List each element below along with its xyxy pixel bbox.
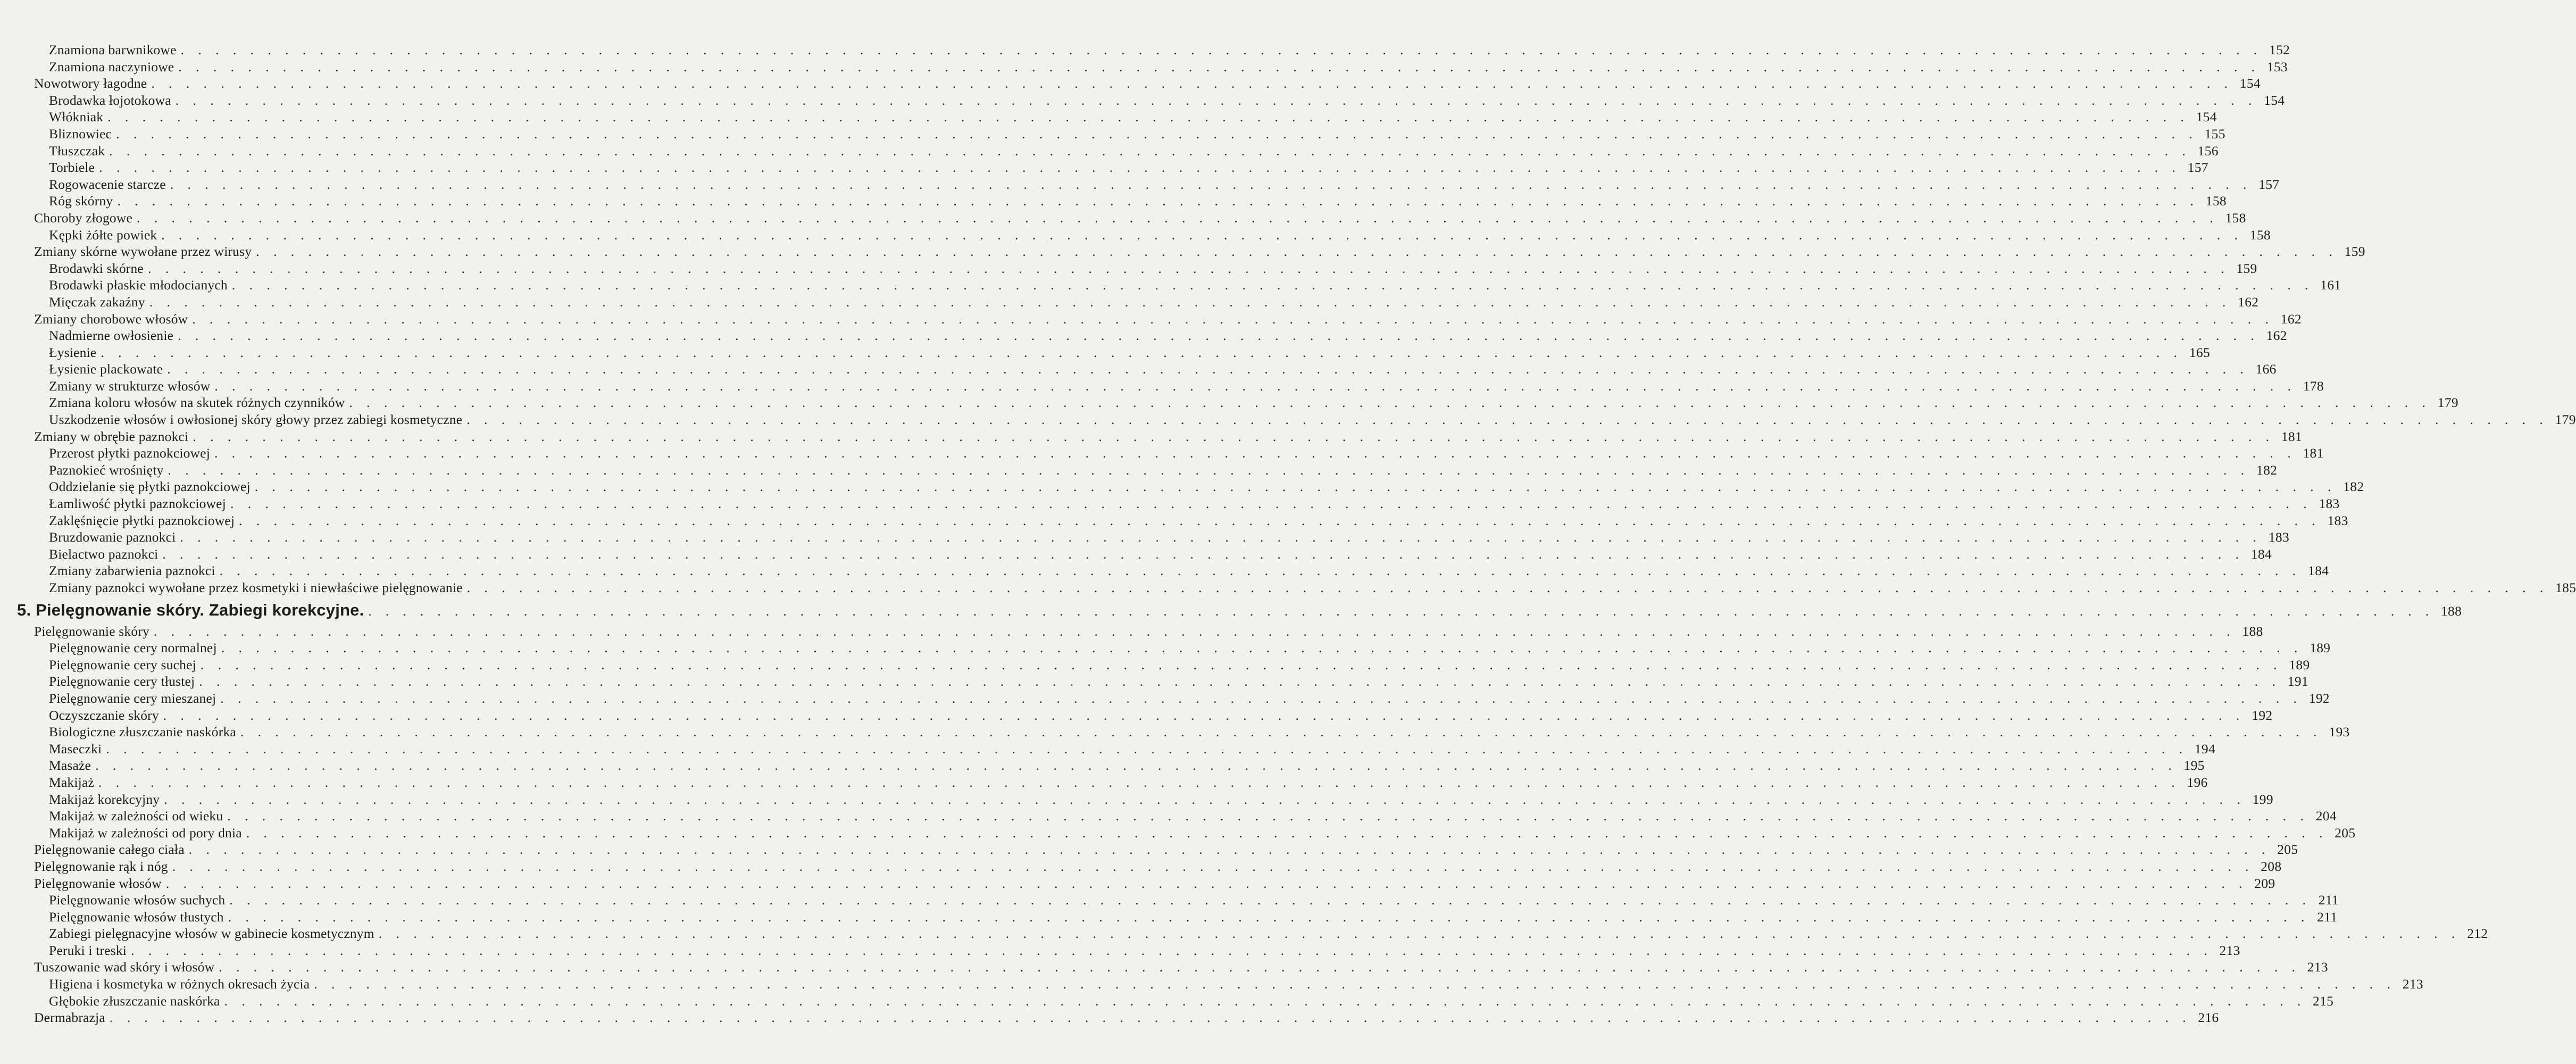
- dot-leader: . . . . . . . . . . . . . . . . . . . . . . . . . . . . . . . . . . . . . . . . . . . . . . . . . . . . . . . . . . . . . . . . . . . . . . . . . . . . . . . . . . . . . . . . . . . . . . . . . . . . . . . . . . . . . . . . . . . . . . . .: [168, 462, 2250, 478]
- toc-entry-title: Zmiany paznokci wywołane przez kosmetyki i niewłaściwe pielęgnowanie: [49, 580, 463, 595]
- toc-entry-page-number: 165: [2189, 344, 2211, 360]
- toc-entry-page-number: 184: [2250, 546, 2272, 562]
- toc-entry-title: Zaklęśnięcie płytki paznokciowej: [49, 512, 235, 528]
- chapter-title: 5. Pielęgnowanie skóry. Zabiegi korekcyjne.: [17, 600, 364, 619]
- dot-leader: . . . . . . . . . . . . . . . . . . . . . . . . . . . . . . . . . . . . . . . . . . . . . . . . . . . . . . . . . . . . . . . . . . . . . . . . . . . . . . . . . . . . . . . . . . . . . . . . . . . . . . . . . . . . . . . . . . . . . . . .: [466, 580, 2549, 595]
- toc-entry-page-number: 162: [2266, 328, 2287, 344]
- toc-entry-page-number: 193: [2329, 724, 2350, 740]
- toc-entry-title: Maseczki: [49, 741, 102, 757]
- dot-leader: . . . . . . . . . . . . . . . . . . . . . . . . . . . . . . . . . . . . . . . . . . . . . . . . . . . . . . . . . . . . . . . . . . . . . . . . . . . . . . . . . . . . . . . . . . . . . . . . . . . . . . . . . . . . . . . . . . . . . . . .: [149, 294, 2231, 310]
- toc-entry-title: Zmiany zabarwienia paznokci: [49, 563, 215, 579]
- dot-leader: . . . . . . . . . . . . . . . . . . . . . . . . . . . . . . . . . . . . . . . . . . . . . . . . . . . . . . . . . . . . . . . . . . . . . . . . . . . . . . . . . . . . . . . . . . . . . . . . . . . . . . . . . . . . . . . . . . . . . . . .: [368, 604, 2435, 619]
- toc-entry-page-number: 204: [2315, 808, 2337, 824]
- toc-entry-title: Łysienie plackowate: [49, 361, 163, 377]
- toc-entry-page-number: 209: [2254, 875, 2275, 891]
- toc-entry-title: Bielactwo paznokci: [49, 546, 159, 562]
- toc-entry-title: Oddzielanie się płytki paznokciowej: [49, 479, 251, 495]
- toc-entry-title: Zmiany chorobowe włosów: [34, 311, 188, 327]
- toc-entry-title: Peruki i treski: [49, 942, 127, 958]
- toc-entry-page-number: 189: [2310, 640, 2331, 656]
- toc-entry-title: Pielęgnowanie cery normalnej: [49, 640, 217, 656]
- dot-leader: . . . . . . . . . . . . . . . . . . . . . . . . . . . . . . . . . . . . . . . . . . . . . . . . . . . . . . . . . . . . . . . . . . . . . . . . . . . . . . . . . . . . . . . . . . . . . . . . . . . . . . . . . . . . . . . . . . . . . . . .: [180, 529, 2262, 545]
- toc-entry: [32, 176, 2280, 193]
- toc-entry-page-number: 178: [2303, 378, 2324, 394]
- toc-entry-page-number: 194: [2194, 741, 2215, 757]
- dot-leader: . . . . . . . . . . . . . . . . . . . . . . . . . . . . . . . . . . . . . . . . . . . . . . . . . . . . . . . . . . . . . . . . . . . . . . . . . . . . . . . . . . . . . . . . . . . . . . . . . . . . . . . . . . . . . . . . . . . . . . . .: [200, 656, 2282, 672]
- dot-leader: . . . . . . . . . . . . . . . . . . . . . . . . . . . . . . . . . . . . . . . . . . . . . . . . . . . . . . . . . . . . . . . . . . . . . . . . . . . . . . . . . . . . . . . . . . . . . . . . . . . . . . . . . . . . . . . . . . . . . . . .: [99, 160, 2181, 176]
- toc-entry-page-number: 179: [2555, 412, 2576, 428]
- toc-entry: [32, 623, 2263, 640]
- toc-entry-page-number: 157: [2187, 160, 2208, 176]
- chapter-heading: [17, 599, 2462, 623]
- toc-entry: [32, 639, 2331, 656]
- toc-entry-title: Przerost płytki paznokciowej: [49, 445, 211, 461]
- toc-entry: [32, 495, 2340, 512]
- toc-entry: [32, 243, 2365, 260]
- toc-entry: [32, 707, 2273, 724]
- toc-entry-title: Paznokieć wrośnięty: [49, 462, 164, 478]
- dot-leader: . . . . . . . . . . . . . . . . . . . . . . . . . . . . . . . . . . . . . . . . . . . . . . . . . . . . . . . . . . . . . . . . . . . . . . . . . . . . . . . . . . . . . . . . . . . . . . . . . . . . . . . . . . . . . . . . . . . . . . . .: [314, 976, 2396, 992]
- toc-entry: [32, 656, 2310, 674]
- toc-entry: [32, 277, 2341, 294]
- dot-leader: . . . . . . . . . . . . . . . . . . . . . . . . . . . . . . . . . . . . . . . . . . . . . . . . . . . . . . . . . . . . . . . . . . . . . . . . . . . . . . . . . . . . . . . . . . . . . . . . . . . . . . . . . . . . . . . . . . . . . . . .: [137, 210, 2219, 226]
- toc-entry-page-number: 182: [2343, 479, 2364, 495]
- toc-entry-page-number: 152: [2269, 42, 2290, 57]
- toc-entry-title: Brodawki skórne: [49, 260, 144, 276]
- dot-leader: . . . . . . . . . . . . . . . . . . . . . . . . . . . . . . . . . . . . . . . . . . . . . . . . . . . . . . . . . . . . . . . . . . . . . . . . . . . . . . . . . . . . . . . . . . . . . . . . . . . . . . . . . . . . . . . . . . . . . . . .: [131, 942, 2213, 958]
- toc-entry-title: Choroby złogowe: [34, 210, 133, 226]
- toc-entry-page-number: 196: [2187, 774, 2208, 790]
- toc-entry: [32, 394, 2458, 411]
- dot-leader: . . . . . . . . . . . . . . . . . . . . . . . . . . . . . . . . . . . . . . . . . . . . . . . . . . . . . . . . . . . . . . . . . . . . . . . . . . . . . . . . . . . . . . . . . . . . . . . . . . . . . . . . . . . . . . . . . . . . . . . .: [199, 674, 2281, 689]
- toc-entry-title: Masaże: [49, 758, 91, 774]
- toc-entry-title: Znamiona naczyniowe: [49, 59, 174, 74]
- toc-entry-title: Tłuszczak: [49, 143, 105, 159]
- dot-leader: . . . . . . . . . . . . . . . . . . . . . . . . . . . . . . . . . . . . . . . . . . . . . . . . . . . . . . . . . . . . . . . . . . . . . . . . . . . . . . . . . . . . . . . . . . . . . . . . . . . . . . . . . . . . . . . . . . . . . . . .: [178, 328, 2260, 344]
- toc-entry-page-number: 181: [2303, 445, 2324, 461]
- dot-leader: . . . . . . . . . . . . . . . . . . . . . . . . . . . . . . . . . . . . . . . . . . . . . . . . . . . . . . . . . . . . . . . . . . . . . . . . . . . . . . . . . . . . . . . . . . . . . . . . . . . . . . . . . . . . . . . . . . . . . . . .: [98, 774, 2180, 790]
- toc-entry-page-number: 192: [2252, 707, 2273, 723]
- toc-entry-page-number: 153: [2266, 59, 2288, 74]
- toc-entry-page-number: 205: [2277, 842, 2298, 858]
- toc-entry-title: Dermabrazja: [34, 1010, 105, 1026]
- toc-entry-page-number: 183: [2327, 512, 2348, 528]
- toc-entry: [32, 529, 2289, 546]
- toc-entry: [32, 909, 2338, 926]
- toc-entry-page-number: 159: [2344, 244, 2365, 260]
- dot-leader: . . . . . . . . . . . . . . . . . . . . . . . . . . . . . . . . . . . . . . . . . . . . . . . . . . . . . . . . . . . . . . . . . . . . . . . . . . . . . . . . . . . . . . . . . . . . . . . . . . . . . . . . . . . . . . . . . . . . . . . .: [228, 909, 2310, 925]
- toc-entry: [32, 825, 2356, 842]
- dot-leader: . . . . . . . . . . . . . . . . . . . . . . . . . . . . . . . . . . . . . . . . . . . . . . . . . . . . . . . . . . . . . . . . . . . . . . . . . . . . . . . . . . . . . . . . . . . . . . . . . . . . . . . . . . . . . . . . . . . . . . . .: [219, 959, 2300, 975]
- dot-leader: . . . . . . . . . . . . . . . . . . . . . . . . . . . . . . . . . . . . . . . . . . . . . . . . . . . . . . . . . . . . . . . . . . . . . . . . . . . . . . . . . . . . . . . . . . . . . . . . . . . . . . . . . . . . . . . . . . . . . . . .: [165, 875, 2248, 891]
- toc-entry-page-number: 199: [2252, 791, 2273, 807]
- toc-entry-title: Pielęgnowanie włosów: [34, 875, 162, 891]
- dot-leader: . . . . . . . . . . . . . . . . . . . . . . . . . . . . . . . . . . . . . . . . . . . . . . . . . . . . . . . . . . . . . . . . . . . . . . . . . . . . . . . . . . . . . . . . . . . . . . . . . . . . . . . . . . . . . . . . . . . . . . . .: [240, 724, 2322, 740]
- toc-entry: [32, 227, 2271, 244]
- toc-entry-page-number: 161: [2320, 277, 2341, 293]
- toc-entry-page-number: 192: [2308, 690, 2330, 706]
- toc-entry-page-number: 162: [2238, 294, 2259, 310]
- toc-entry: [32, 210, 2246, 227]
- toc-entry: [32, 512, 2348, 529]
- toc-entry-page-number: 154: [2264, 92, 2285, 108]
- toc-entry: [32, 579, 2576, 596]
- toc-entry-title: Zabiegi pielęgnacyjne włosów w gabinecie kosmetycznym: [49, 926, 374, 942]
- toc-entry-page-number: 211: [2317, 909, 2338, 925]
- toc-entry-page-number: 212: [2467, 926, 2488, 942]
- toc-entry: [32, 428, 2302, 445]
- dot-leader: . . . . . . . . . . . . . . . . . . . . . . . . . . . . . . . . . . . . . . . . . . . . . . . . . . . . . . . . . . . . . . . . . . . . . . . . . . . . . . . . . . . . . . . . . . . . . . . . . . . . . . . . . . . . . . . . . . . . . . . .: [109, 1010, 2191, 1026]
- dot-leader: . . . . . . . . . . . . . . . . . . . . . . . . . . . . . . . . . . . . . . . . . . . . . . . . . . . . . . . . . . . . . . . . . . . . . . . . . . . . . . . . . . . . . . . . . . . . . . . . . . . . . . . . . . . . . . . . . . . . . . . .: [227, 808, 2309, 824]
- toc-entry: [32, 724, 2350, 741]
- toc-entry: [32, 841, 2298, 858]
- dot-leader: . . . . . . . . . . . . . . . . . . . . . . . . . . . . . . . . . . . . . . . . . . . . . . . . . . . . . . . . . . . . . . . . . . . . . . . . . . . . . . . . . . . . . . . . . . . . . . . . . . . . . . . . . . . . . . . . . . . . . . . .: [188, 842, 2271, 858]
- toc-entry-page-number: 195: [2183, 758, 2205, 774]
- toc-entry-title: Torbiele: [49, 160, 95, 176]
- toc-entry: [32, 109, 2217, 126]
- toc-entry-page-number: 205: [2335, 825, 2356, 841]
- toc-entry-title: Pielęgnowanie włosów tłustych: [49, 909, 224, 925]
- toc-entry: [32, 143, 2219, 160]
- toc-entry: [32, 690, 2330, 707]
- dot-leader: . . . . . . . . . . . . . . . . . . . . . . . . . . . . . . . . . . . . . . . . . . . . . . . . . . . . . . . . . . . . . . . . . . . . . . . . . . . . . . . . . . . . . . . . . . . . . . . . . . . . . . . . . . . . . . . . . . . . . . . .: [109, 143, 2191, 159]
- toc-entry-title: Zmiana koloru włosów na skutek różnych czynników: [49, 395, 345, 411]
- toc-entry-title: Łysienie: [49, 344, 97, 360]
- dot-leader: . . . . . . . . . . . . . . . . . . . . . . . . . . . . . . . . . . . . . . . . . . . . . . . . . . . . . . . . . . . . . . . . . . . . . . . . . . . . . . . . . . . . . . . . . . . . . . . . . . . . . . . . . . . . . . . . . . . . . . . .: [219, 563, 2302, 579]
- toc-entry-title: Makijaż w zależności od wieku: [49, 808, 223, 824]
- dot-leader: . . . . . . . . . . . . . . . . . . . . . . . . . . . . . . . . . . . . . . . . . . . . . . . . . . . . . . . . . . . . . . . . . . . . . . . . . . . . . . . . . . . . . . . . . . . . . . . . . . . . . . . . . . . . . . . . . . . . . . . .: [147, 260, 2230, 276]
- dot-leader: . . . . . . . . . . . . . . . . . . . . . . . . . . . . . . . . . . . . . . . . . . . . . . . . . . . . . . . . . . . . . . . . . . . . . . . . . . . . . . . . . . . . . . . . . . . . . . . . . . . . . . . . . . . . . . . . . . . . . . . .: [230, 496, 2312, 512]
- toc-entry-title: Higiena i kosmetyka w różnych okresach życia: [49, 976, 310, 992]
- toc-entry-title: Pielęgnowanie cery mieszanej: [49, 690, 216, 706]
- dot-leader: . . . . . . . . . . . . . . . . . . . . . . . . . . . . . . . . . . . . . . . . . . . . . . . . . . . . . . . . . . . . . . . . . . . . . . . . . . . . . . . . . . . . . . . . . . . . . . . . . . . . . . . . . . . . . . . . . . . . . . . .: [221, 640, 2303, 656]
- toc-entry-page-number: 182: [2256, 462, 2278, 478]
- table-of-contents: [17, 41, 2576, 1026]
- dot-leader: . . . . . . . . . . . . . . . . . . . . . . . . . . . . . . . . . . . . . . . . . . . . . . . . . . . . . . . . . . . . . . . . . . . . . . . . . . . . . . . . . . . . . . . . . . . . . . . . . . . . . . . . . . . . . . . . . . . . . . . .: [106, 741, 2188, 757]
- toc-entry: [32, 757, 2205, 774]
- toc-entry: [32, 959, 2328, 976]
- toc-entry: [32, 562, 2329, 579]
- toc-entry-page-number: 216: [2198, 1010, 2219, 1026]
- toc-entry-title: Kępki żółte powiek: [49, 227, 157, 243]
- toc-entry-title: Zmiany w obrębie paznokci: [34, 428, 189, 444]
- dot-leader: . . . . . . . . . . . . . . . . . . . . . . . . . . . . . . . . . . . . . . . . . . . . . . . . . . . . . . . . . . . . . . . . . . . . . . . . . . . . . . . . . . . . . . . . . . . . . . . . . . . . . . . . . . . . . . . . . . . . . . . .: [162, 546, 2245, 562]
- toc-entry-page-number: 181: [2281, 428, 2302, 444]
- dot-leader: . . . . . . . . . . . . . . . . . . . . . . . . . . . . . . . . . . . . . . . . . . . . . . . . . . . . . . . . . . . . . . . . . . . . . . . . . . . . . . . . . . . . . . . . . . . . . . . . . . . . . . . . . . . . . . . . . . . . . . . .: [163, 707, 2245, 723]
- toc-entry-page-number: 157: [2258, 176, 2280, 192]
- toc-entry-title: Brodawka łojotokowa: [49, 92, 171, 108]
- toc-entry-title: Pielęgnowanie całego ciała: [34, 842, 185, 858]
- dot-leader: . . . . . . . . . . . . . . . . . . . . . . . . . . . . . . . . . . . . . . . . . . . . . . . . . . . . . . . . . . . . . . . . . . . . . . . . . . . . . . . . . . . . . . . . . . . . . . . . . . . . . . . . . . . . . . . . . . . . . . . .: [466, 412, 2548, 428]
- toc-entry: [32, 344, 2211, 361]
- dot-leader: . . . . . . . . . . . . . . . . . . . . . . . . . . . . . . . . . . . . . . . . . . . . . . . . . . . . . . . . . . . . . . . . . . . . . . . . . . . . . . . . . . . . . . . . . . . . . . . . . . . . . . . . . . . . . . . . . . . . . . . .: [178, 59, 2260, 74]
- toc-entry-page-number: 213: [2307, 959, 2328, 975]
- toc-entry: [32, 462, 2278, 479]
- toc-entry-title: Zmiany skórne wywołane przez wirusy: [34, 244, 252, 260]
- toc-entry-title: Brodawki płaskie młodocianych: [49, 277, 228, 293]
- toc-entry: [32, 791, 2273, 808]
- toc-entry-title: Pielęgnowanie włosów suchych: [49, 892, 226, 908]
- toc-entry-page-number: 154: [2239, 76, 2261, 92]
- toc-entry: [32, 41, 2290, 59]
- dot-leader: . . . . . . . . . . . . . . . . . . . . . . . . . . . . . . . . . . . . . . . . . . . . . . . . . . . . . . . . . . . . . . . . . . . . . . . . . . . . . . . . . . . . . . . . . . . . . . . . . . . . . . . . . . . . . . . . . . . . . . . .: [192, 311, 2274, 327]
- dot-leader: . . . . . . . . . . . . . . . . . . . . . . . . . . . . . . . . . . . . . . . . . . . . . . . . . . . . . . . . . . . . . . . . . . . . . . . . . . . . . . . . . . . . . . . . . . . . . . . . . . . . . . . . . . . . . . . . . . . . . . . .: [246, 825, 2328, 841]
- toc-entry: [32, 942, 2240, 959]
- toc-entry-page-number: 213: [2402, 976, 2423, 992]
- toc-entry: [32, 1009, 2219, 1026]
- dot-leader: . . . . . . . . . . . . . . . . . . . . . . . . . . . . . . . . . . . . . . . . . . . . . . . . . . . . . . . . . . . . . . . . . . . . . . . . . . . . . . . . . . . . . . . . . . . . . . . . . . . . . . . . . . . . . . . . . . . . . . . .: [224, 993, 2306, 1009]
- toc-entry: [32, 193, 2227, 210]
- dot-leader: . . . . . . . . . . . . . . . . . . . . . . . . . . . . . . . . . . . . . . . . . . . . . . . . . . . . . . . . . . . . . . . . . . . . . . . . . . . . . . . . . . . . . . . . . . . . . . . . . . . . . . . . . . . . . . . . . . . . . . . .: [170, 176, 2252, 192]
- toc-entry-page-number: 166: [2255, 361, 2277, 377]
- dot-leader: . . . . . . . . . . . . . . . . . . . . . . . . . . . . . . . . . . . . . . . . . . . . . . . . . . . . . . . . . . . . . . . . . . . . . . . . . . . . . . . . . . . . . . . . . . . . . . . . . . . . . . . . . . . . . . . . . . . . . . . .: [164, 791, 2246, 807]
- dot-leader: . . . . . . . . . . . . . . . . . . . . . . . . . . . . . . . . . . . . . . . . . . . . . . . . . . . . . . . . . . . . . . . . . . . . . . . . . . . . . . . . . . . . . . . . . . . . . . . . . . . . . . . . . . . . . . . . . . . . . . . .: [193, 428, 2274, 444]
- toc-entry-title: Nowotwory łagodne: [34, 76, 147, 92]
- toc-entry-page-number: 158: [2249, 227, 2271, 243]
- dot-leader: . . . . . . . . . . . . . . . . . . . . . . . . . . . . . . . . . . . . . . . . . . . . . . . . . . . . . . . . . . . . . . . . . . . . . . . . . . . . . . . . . . . . . . . . . . . . . . . . . . . . . . . . . . . . . . . . . . . . . . . .: [107, 109, 2189, 125]
- toc-entry: [32, 327, 2287, 344]
- toc-entry-title: Głębokie złuszczanie naskórka: [49, 993, 220, 1009]
- dot-leader: . . . . . . . . . . . . . . . . . . . . . . . . . . . . . . . . . . . . . . . . . . . . . . . . . . . . . . . . . . . . . . . . . . . . . . . . . . . . . . . . . . . . . . . . . . . . . . . . . . . . . . . . . . . . . . . . . . . . . . . .: [95, 758, 2177, 774]
- dot-leader: . . . . . . . . . . . . . . . . . . . . . . . . . . . . . . . . . . . . . . . . . . . . . . . . . . . . . . . . . . . . . . . . . . . . . . . . . . . . . . . . . . . . . . . . . . . . . . . . . . . . . . . . . . . . . . . . . . . . . . . .: [239, 512, 2321, 528]
- toc-entry-title: Włókniak: [49, 109, 104, 125]
- toc-entry-title: Znamiona barwnikowe: [49, 42, 177, 57]
- toc-entry: [32, 976, 2423, 993]
- toc-entry-title: Nadmierne owłosienie: [49, 328, 174, 344]
- toc-entry: [32, 546, 2272, 563]
- toc-entry: [32, 75, 2261, 92]
- toc-entry-title: Uszkodzenie włosów i owłosionej skóry głowy przez zabiegi kosmetyczne: [49, 412, 463, 428]
- dot-leader: . . . . . . . . . . . . . . . . . . . . . . . . . . . . . . . . . . . . . . . . . . . . . . . . . . . . . . . . . . . . . . . . . . . . . . . . . . . . . . . . . . . . . . . . . . . . . . . . . . . . . . . . . . . . . . . . . . . . . . . .: [231, 277, 2314, 293]
- toc-entry-title: Łamliwość płytki paznokciowej: [49, 496, 226, 512]
- dot-leader: . . . . . . . . . . . . . . . . . . . . . . . . . . . . . . . . . . . . . . . . . . . . . . . . . . . . . . . . . . . . . . . . . . . . . . . . . . . . . . . . . . . . . . . . . . . . . . . . . . . . . . . . . . . . . . . . . . . . . . . .: [256, 244, 2338, 260]
- dot-leader: . . . . . . . . . . . . . . . . . . . . . . . . . . . . . . . . . . . . . . . . . . . . . . . . . . . . . . . . . . . . . . . . . . . . . . . . . . . . . . . . . . . . . . . . . . . . . . . . . . . . . . . . . . . . . . . . . . . . . . . .: [214, 445, 2296, 461]
- toc-entry-page-number: 211: [2318, 892, 2339, 908]
- dot-leader: . . . . . . . . . . . . . . . . . . . . . . . . . . . . . . . . . . . . . . . . . . . . . . . . . . . . . . . . . . . . . . . . . . . . . . . . . . . . . . . . . . . . . . . . . . . . . . . . . . . . . . . . . . . . . . . . . . . . . . . .: [220, 690, 2302, 706]
- toc-entry-page-number: 156: [2197, 143, 2219, 159]
- toc-entry: [32, 925, 2488, 942]
- toc-entry-title: Makijaż: [49, 774, 94, 790]
- toc-entry: [32, 478, 2364, 495]
- toc-entry: [32, 875, 2275, 892]
- toc-entry: [32, 92, 2285, 109]
- toc-entry-title: Rogowacenie starcze: [49, 176, 166, 192]
- toc-entry-title: Róg skórny: [49, 193, 113, 209]
- toc-entry-title: Pielęgnowanie skóry: [34, 623, 149, 639]
- toc-entry: [32, 993, 2334, 1010]
- dot-leader: . . . . . . . . . . . . . . . . . . . . . . . . . . . . . . . . . . . . . . . . . . . . . . . . . . . . . . . . . . . . . . . . . . . . . . . . . . . . . . . . . . . . . . . . . . . . . . . . . . . . . . . . . . . . . . . . . . . . . . . .: [175, 92, 2257, 108]
- toc-entry-page-number: 208: [2261, 858, 2282, 874]
- dot-leader: . . . . . . . . . . . . . . . . . . . . . . . . . . . . . . . . . . . . . . . . . . . . . . . . . . . . . . . . . . . . . . . . . . . . . . . . . . . . . . . . . . . . . . . . . . . . . . . . . . . . . . . . . . . . . . . . . . . . . . . .: [167, 361, 2249, 377]
- toc-entry-page-number: 159: [2236, 260, 2257, 276]
- toc-entry-page-number: 158: [2225, 210, 2246, 226]
- toc-entry-title: Pielęgnowanie cery suchej: [49, 656, 196, 672]
- toc-entry-title: Pielęgnowanie cery tłustej: [49, 674, 195, 689]
- toc-entry: [32, 311, 2302, 328]
- toc-entry: [32, 411, 2576, 428]
- dot-leader: . . . . . . . . . . . . . . . . . . . . . . . . . . . . . . . . . . . . . . . . . . . . . . . . . . . . . . . . . . . . . . . . . . . . . . . . . . . . . . . . . . . . . . . . . . . . . . . . . . . . . . . . . . . . . . . . . . . . . . . .: [101, 344, 2183, 360]
- toc-entry-title: Biologiczne złuszczanie naskórka: [49, 724, 236, 740]
- toc-entry: [32, 774, 2208, 791]
- toc-entry: [32, 445, 2324, 462]
- toc-entry-page-number: 188: [2242, 623, 2263, 639]
- toc-entry-page-number: 183: [2268, 529, 2289, 545]
- toc-entry: [32, 378, 2324, 395]
- dot-leader: . . . . . . . . . . . . . . . . . . . . . . . . . . . . . . . . . . . . . . . . . . . . . . . . . . . . . . . . . . . . . . . . . . . . . . . . . . . . . . . . . . . . . . . . . . . . . . . . . . . . . . . . . . . . . . . . . . . . . . . .: [229, 892, 2311, 908]
- toc-entry-page-number: 188: [2441, 603, 2462, 619]
- dot-leader: . . . . . . . . . . . . . . . . . . . . . . . . . . . . . . . . . . . . . . . . . . . . . . . . . . . . . . . . . . . . . . . . . . . . . . . . . . . . . . . . . . . . . . . . . . . . . . . . . . . . . . . . . . . . . . . . . . . . . . . .: [254, 479, 2337, 495]
- toc-entry-page-number: 162: [2280, 311, 2302, 327]
- toc-entry-page-number: 155: [2204, 126, 2225, 142]
- toc-entry-page-number: 213: [2219, 942, 2240, 958]
- toc-entry: [32, 808, 2337, 825]
- dot-leader: . . . . . . . . . . . . . . . . . . . . . . . . . . . . . . . . . . . . . . . . . . . . . . . . . . . . . . . . . . . . . . . . . . . . . . . . . . . . . . . . . . . . . . . . . . . . . . . . . . . . . . . . . . . . . . . . . . . . . . . .: [151, 76, 2233, 92]
- toc-entry-title: Oczyszczanie skóry: [49, 707, 159, 723]
- toc-entry-page-number: 179: [2437, 395, 2458, 411]
- toc-entry-page-number: 191: [2287, 674, 2308, 689]
- toc-entry-page-number: 158: [2205, 193, 2227, 209]
- toc-entry-title: Mięczak zakaźny: [49, 294, 145, 310]
- dot-leader: . . . . . . . . . . . . . . . . . . . . . . . . . . . . . . . . . . . . . . . . . . . . . . . . . . . . . . . . . . . . . . . . . . . . . . . . . . . . . . . . . . . . . . . . . . . . . . . . . . . . . . . . . . . . . . . . . . . . . . . .: [116, 126, 2198, 142]
- toc-entry-title: Bruzdowanie paznokci: [49, 529, 176, 545]
- toc-entry: [32, 159, 2208, 176]
- toc-entry: [32, 294, 2259, 311]
- toc-entry-page-number: 183: [2319, 496, 2340, 512]
- dot-leader: . . . . . . . . . . . . . . . . . . . . . . . . . . . . . . . . . . . . . . . . . . . . . . . . . . . . . . . . . . . . . . . . . . . . . . . . . . . . . . . . . . . . . . . . . . . . . . . . . . . . . . . . . . . . . . . . . . . . . . . .: [161, 227, 2243, 243]
- dot-leader: . . . . . . . . . . . . . . . . . . . . . . . . . . . . . . . . . . . . . . . . . . . . . . . . . . . . . . . . . . . . . . . . . . . . . . . . . . . . . . . . . . . . . . . . . . . . . . . . . . . . . . . . . . . . . . . . . . . . . . . .: [153, 623, 2236, 639]
- toc-entry: [32, 59, 2288, 76]
- toc-entry-page-number: 185: [2555, 580, 2576, 595]
- toc-entry-page-number: 154: [2196, 109, 2217, 125]
- toc-entry-page-number: 215: [2313, 993, 2334, 1009]
- toc-entry: [32, 260, 2257, 277]
- toc-entry: [32, 361, 2277, 378]
- dot-leader: . . . . . . . . . . . . . . . . . . . . . . . . . . . . . . . . . . . . . . . . . . . . . . . . . . . . . . . . . . . . . . . . . . . . . . . . . . . . . . . . . . . . . . . . . . . . . . . . . . . . . . . . . . . . . . . . . . . . . . . .: [180, 42, 2263, 57]
- dot-leader: . . . . . . . . . . . . . . . . . . . . . . . . . . . . . . . . . . . . . . . . . . . . . . . . . . . . . . . . . . . . . . . . . . . . . . . . . . . . . . . . . . . . . . . . . . . . . . . . . . . . . . . . . . . . . . . . . . . . . . . .: [349, 395, 2431, 411]
- toc-entry: [32, 892, 2339, 909]
- toc-entry-title: Zmiany w strukturze włosów: [49, 378, 211, 394]
- toc-entry: [32, 741, 2215, 758]
- toc-entry-title: Tuszowanie wad skóry i włosów: [34, 959, 215, 975]
- dot-leader: . . . . . . . . . . . . . . . . . . . . . . . . . . . . . . . . . . . . . . . . . . . . . . . . . . . . . . . . . . . . . . . . . . . . . . . . . . . . . . . . . . . . . . . . . . . . . . . . . . . . . . . . . . . . . . . . . . . . . . . .: [172, 858, 2254, 874]
- toc-entry-title: Pielęgnowanie rąk i nóg: [34, 858, 168, 874]
- toc-entry: [32, 126, 2225, 143]
- toc-entry-title: Bliznowiec: [49, 126, 112, 142]
- dot-leader: . . . . . . . . . . . . . . . . . . . . . . . . . . . . . . . . . . . . . . . . . . . . . . . . . . . . . . . . . . . . . . . . . . . . . . . . . . . . . . . . . . . . . . . . . . . . . . . . . . . . . . . . . . . . . . . . . . . . . . . .: [378, 926, 2461, 942]
- toc-entry-title: Makijaż w zależności od pory dnia: [49, 825, 242, 841]
- toc-entry: [32, 858, 2282, 875]
- toc-entry: [32, 673, 2308, 690]
- dot-leader: . . . . . . . . . . . . . . . . . . . . . . . . . . . . . . . . . . . . . . . . . . . . . . . . . . . . . . . . . . . . . . . . . . . . . . . . . . . . . . . . . . . . . . . . . . . . . . . . . . . . . . . . . . . . . . . . . . . . . . . .: [214, 378, 2296, 394]
- dot-leader: . . . . . . . . . . . . . . . . . . . . . . . . . . . . . . . . . . . . . . . . . . . . . . . . . . . . . . . . . . . . . . . . . . . . . . . . . . . . . . . . . . . . . . . . . . . . . . . . . . . . . . . . . . . . . . . . . . . . . . . .: [117, 193, 2199, 209]
- toc-entry-page-number: 184: [2308, 563, 2329, 579]
- toc-entry-title: Makijaż korekcyjny: [49, 791, 160, 807]
- toc-entry-page-number: 189: [2289, 656, 2310, 672]
